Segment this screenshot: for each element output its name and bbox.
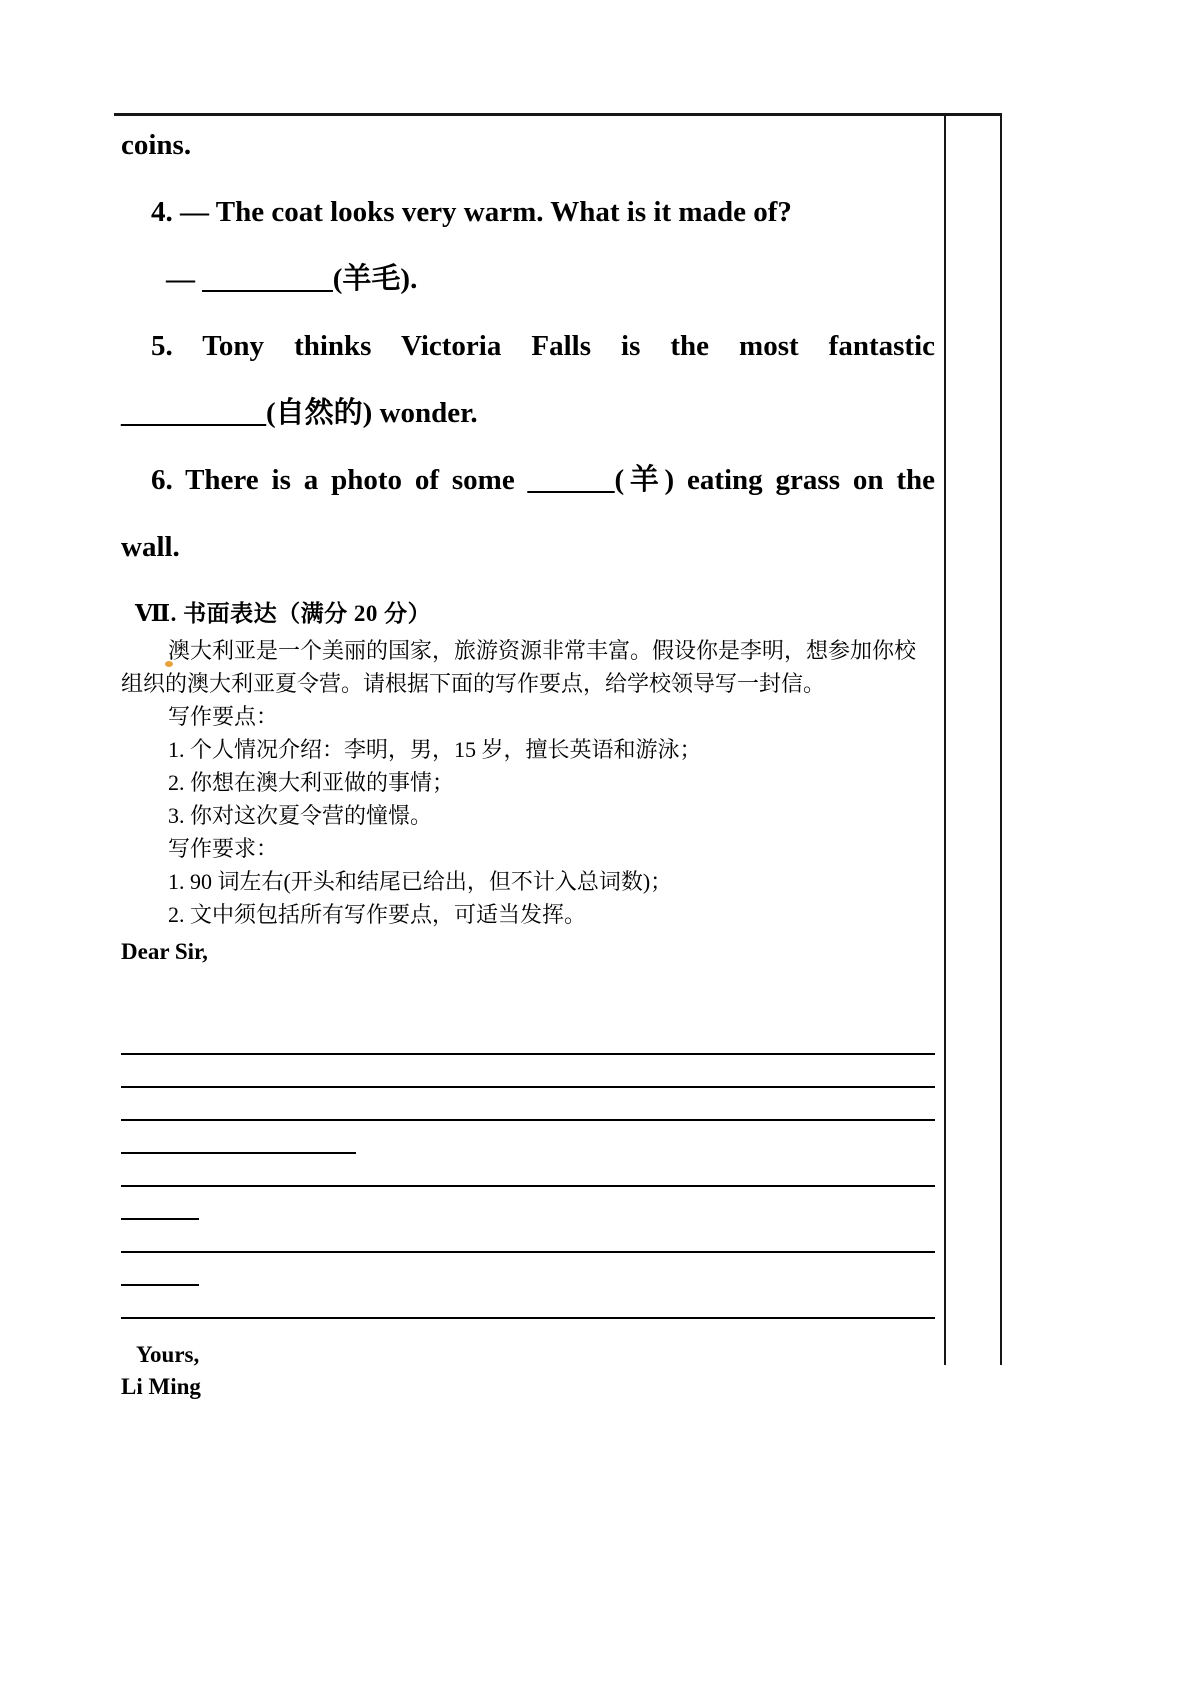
letter-closing: Yours, (136, 1342, 200, 1367)
writing-section-heading: Ⅶ. 书面表达（满分 20 分） (135, 601, 432, 626)
cell-content (121, 126, 935, 1403)
writing-line (121, 1286, 935, 1319)
cell-border-right-outer (1000, 113, 1002, 1365)
letter-salutation: Dear Sir, (121, 939, 208, 964)
writing-point-1: 1. 个人情况介绍：李明，男，15 岁，擅长英语和游泳； (168, 737, 702, 762)
answer-lines-block (121, 1022, 935, 1319)
writing-points-label: 写作要点： (168, 704, 279, 729)
writing-intro-line-2: 组织的澳大利亚夏令营。请根据下面的写作要点，给学校领导写一封信。 (121, 671, 826, 696)
writing-intro-line-1: 澳大利亚是一个美丽的国家，旅游资源非常丰富。假设你是李明，想参加你校 (168, 638, 917, 663)
question-5-line-2: __________(自然的) wonder. (121, 397, 478, 429)
writing-line (121, 1121, 356, 1154)
writing-line (121, 1220, 935, 1253)
writing-line (121, 1088, 935, 1121)
cell-border-top (114, 113, 1002, 116)
writing-line (121, 1253, 199, 1286)
question-4-line-1: 4. — The coat looks very warm. What is it made of? (151, 196, 792, 228)
cell-border-right-inner (944, 113, 946, 1365)
writing-requirement-2: 2. 文中须包括所有写作要点，可适当发挥。 (168, 902, 587, 927)
question-6-line-2: wall. (121, 531, 180, 563)
writing-requirements-label: 写作要求： (168, 836, 279, 861)
writing-line (121, 1055, 935, 1088)
writing-line (121, 1154, 935, 1187)
sentence-coins-continuation: coins. (121, 129, 192, 161)
writing-point-3: 3. 你对这次夏令营的憧憬。 (168, 803, 433, 828)
writing-line (121, 1187, 199, 1220)
writing-point-2: 2. 你想在澳大利亚做的事情； (168, 770, 455, 795)
question-4-answer-line: — _________(羊毛). (166, 263, 418, 295)
letter-signature: Li Ming (121, 1374, 201, 1399)
writing-requirement-1: 1. 90 词左右(开头和结尾已给出，但不计入总词数)； (168, 869, 673, 894)
writing-line (121, 1022, 935, 1055)
question-6-line-1: 6. There is a photo of some ______(羊) eating grass on the (151, 464, 935, 496)
question-5-line-1: 5. Tony thinks Victoria Falls is the most fantastic (151, 330, 935, 362)
